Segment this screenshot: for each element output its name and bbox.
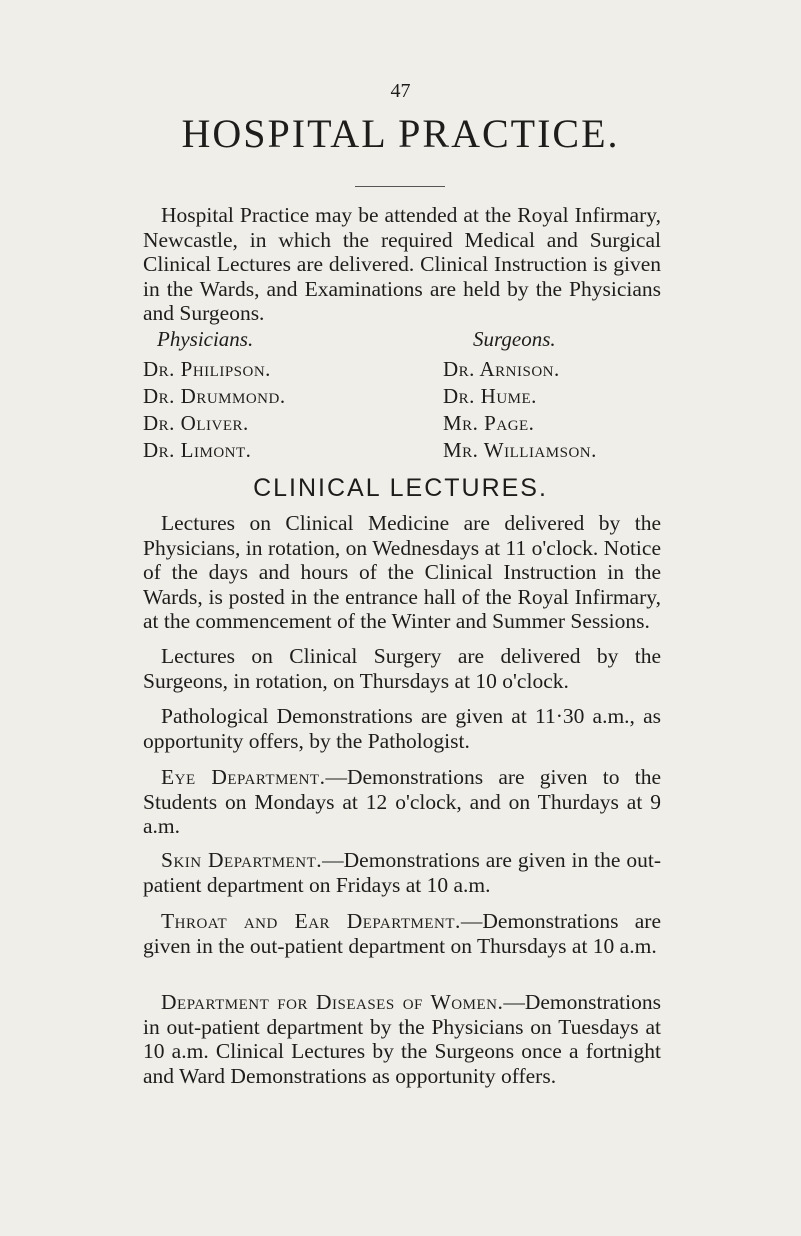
surgeons-heading: Surgeons. [473, 327, 556, 351]
intro-paragraph: Hospital Practice may be attended at the Royal Infirmary, Newcastle, in which the required Medical and Surgical Clinical Lectures are delivered. Clinical Instruction is given in the Wards, and Examinations are held by the Physicians and Surgeons. [143, 203, 661, 326]
women-diseases-department-paragraph [143, 990, 661, 1088]
paragraph-text: —Demonstrations in out-patient department by the Physicians on Tuesdays at 10 a.m. Clinical Lectures by the Surgeons once a fortnight and Ward Demonstrations as opportunity offers. [143, 990, 661, 1088]
staff-list [143, 326, 668, 470]
surgeon-name: Dr. Hume. [443, 384, 537, 408]
surgeon-name: Mr. Williamson. [443, 438, 597, 462]
physicians-column [143, 326, 383, 464]
eye-department-paragraph [143, 765, 661, 839]
physicians-heading: Physicians. [157, 327, 254, 351]
page-number: 47 [390, 80, 411, 102]
paragraph-lead: Eye Department. [161, 765, 326, 789]
surgeons-column [443, 326, 683, 464]
pathology-paragraph [143, 704, 661, 753]
paragraph-lead: Department for Diseases of Women. [161, 990, 504, 1014]
paragraph-text: Pathological Demonstrations are given at 11·30 a.m., as opportunity offers, by the Pathologist. [143, 704, 661, 753]
clinical-medicine-paragraph [143, 511, 661, 634]
paragraph-lead: Skin Department. [161, 848, 323, 872]
paragraph-text: —Demonstrations are given in the out-patient department on Thursdays at 10 a.m. [143, 909, 661, 958]
paragraph-text: Lectures on Clinical Surgery are delivered by the Surgeons, in rotation, on Thursdays at 10 o'clock. [143, 644, 661, 693]
physician-name: Dr. Limont. [143, 438, 252, 462]
physician-name: Dr. Oliver. [143, 411, 249, 435]
skin-department-paragraph [143, 848, 661, 897]
paragraph-text: —Demonstrations are given to the Students on Mondays at 12 o'clock, and on Thurdays at 9 a.m. [143, 765, 661, 839]
paragraph-lead: Throat and Ear Department. [161, 909, 461, 933]
surgeon-name: Mr. Page. [443, 411, 535, 435]
clinical-surgery-paragraph [143, 644, 661, 693]
page-title: HOSPITAL PRACTICE. [181, 111, 620, 156]
physician-name: Dr. Drummond. [143, 384, 286, 408]
throat-ear-department-paragraph [143, 909, 661, 958]
paragraph-text: Lectures on Clinical Medicine are delivered by the Physicians, in rotation, on Wednesdays at 11 o'clock. Notice of the days and hours of the Clinical Instruction in the Wards, is posted in the entrance hall of the Royal Infirmary, at the commencement of the Winter and Summer Sessions. [143, 511, 661, 634]
title-divider [355, 186, 445, 187]
surgeon-name: Dr. Arnison. [443, 357, 560, 381]
clinical-lectures-heading: CLINICAL LECTURES. [253, 474, 548, 502]
paragraph-text: —Demonstrations are given in the out-patient department on Fridays at 10 a.m. [143, 848, 661, 897]
physician-name: Dr. Philipson. [143, 357, 271, 381]
